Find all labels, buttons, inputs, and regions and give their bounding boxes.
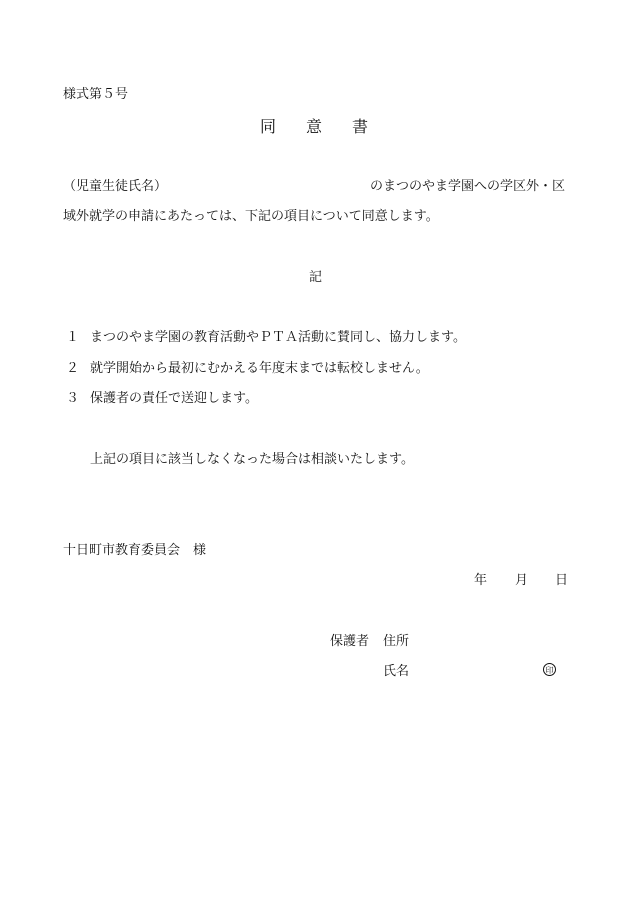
title-char-1: 同 (260, 117, 277, 136)
date-month: 月 (515, 573, 529, 588)
page-title (260, 118, 368, 136)
item-text: 保護者の責任で送迎します。 (90, 391, 258, 406)
addressee: 十日町市教育委員会 様 (63, 543, 207, 558)
form-number: 様式第５号 (63, 87, 129, 102)
date-day: 日 (555, 573, 569, 588)
item-text: まつのやま学園の教育活動やＰＴＡ活動に賛同し、協力します。 (90, 330, 466, 345)
guardian-address-label: 住所 (383, 634, 410, 649)
intro-line2: 域外就学の申請にあたっては、下記の項目について同意します。 (63, 209, 439, 224)
ki-heading: 記 (309, 270, 323, 285)
guardian-label: 保護者 (330, 634, 370, 649)
guardian-name-label: 氏名 (383, 664, 410, 679)
date-year: 年 (474, 573, 488, 588)
intro-line1-tail: のまつのやま学園への学区外・区 (370, 179, 566, 194)
title-char-3: 書 (352, 117, 369, 136)
title-char-2: 意 (306, 117, 323, 136)
seal-mark: 印 (543, 663, 556, 676)
item-number: ２ (66, 361, 80, 376)
item-number: １ (66, 330, 80, 345)
student-name-label: （児童生徒氏名） (63, 179, 168, 194)
item-text: 就学開始から最初にむかえる年度末までは転校しません。 (90, 361, 429, 376)
note-text: 上記の項目に該当しなくなった場合は相談いたします。 (90, 452, 414, 467)
item-number: ３ (66, 391, 80, 406)
